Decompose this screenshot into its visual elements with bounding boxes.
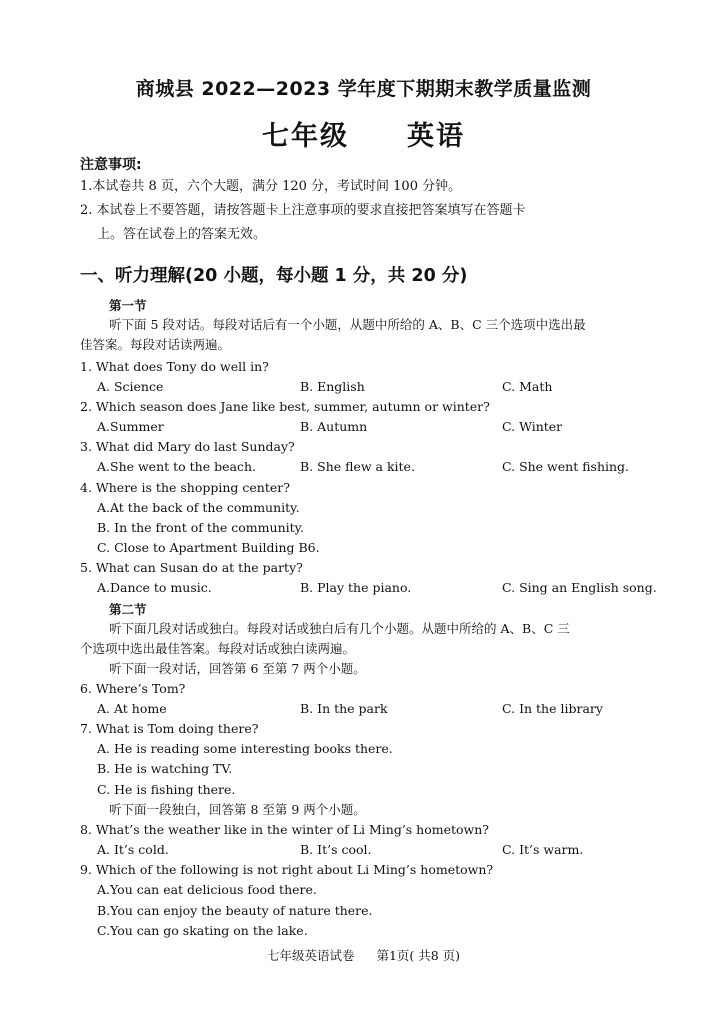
option-c: C. In the library (502, 701, 603, 716)
option-c: C. She went fishing. (502, 459, 630, 474)
option-a: A. Science (97, 379, 164, 394)
option-c: C. Close to Apartment Building B6. (97, 540, 320, 555)
option-a: A.She went to the beach. (97, 459, 256, 474)
sub-instruction: 听下面一段对话，回答第 6 至第 7 两个小题。 (109, 661, 366, 676)
option-a: A.At the back of the community. (97, 500, 300, 515)
instruction-text: 佳答案。每段对话读两遍。 (80, 337, 231, 352)
option-c: C. Winter (502, 419, 563, 434)
note-item: 2. 本试卷上不要答题，请按答题卡上注意事项的要求直接把答案填写在答题卡 (80, 203, 526, 218)
option-c: C. Sing an English song. (502, 580, 657, 595)
exam-title: 商城县 2022—2023 学年度下期期末教学质量监测 (135, 78, 592, 100)
subject-label: 英语 (407, 121, 465, 152)
instruction-text: 个选项中选出最佳答案。每段对话或独白读两遍。 (80, 641, 356, 656)
question-stem: 7. What is Tom doing there? (80, 721, 259, 736)
note-item: 1.本试卷共 8 页，六个大题，满分 120 分，考试时间 100 分钟。 (80, 179, 462, 194)
question-stem: 3. What did Mary do last Sunday? (80, 439, 295, 454)
option-a: A. He is reading some interesting books there. (97, 741, 393, 756)
notes-heading: 注意事项: (80, 157, 142, 173)
grade-label: 七年级 (262, 121, 349, 152)
footer-page-number: 第1页( 共8 页) (376, 948, 461, 963)
option-a: A. It’s cold. (97, 842, 169, 857)
option-b: B. English (300, 379, 365, 394)
note-item: 上。答在试卷上的答案无效。 (97, 227, 267, 242)
option-c: C.You can go skating on the lake. (97, 923, 308, 938)
question-stem: 5. What can Susan do at the party? (80, 560, 303, 575)
question-stem: 1. What does Tony do well in? (80, 359, 269, 374)
option-b: B. In the park (300, 701, 388, 716)
sub-instruction: 听下面一段独白，回答第 8 至第 9 两个小题。 (109, 802, 366, 817)
part-heading: 第二节 (109, 602, 147, 617)
question-stem: 2. Which season does Jane like best, summer, autumn or winter? (80, 399, 490, 414)
option-c: C. He is fishing there. (97, 782, 236, 797)
option-b: B. It’s cool. (300, 842, 372, 857)
exam-subtitle (0, 114, 727, 153)
question-stem: 4. Where is the shopping center? (80, 480, 290, 495)
question-stem: 8. What’s the weather like in the winter of Li Ming’s hometown? (80, 822, 490, 837)
instruction-text: 听下面 5 段对话。每段对话后有一个小题，从题中所给的 A、B、C 三个选项中选出最 (109, 317, 586, 332)
option-a: A. At home (97, 701, 167, 716)
option-a: A.Summer (97, 419, 164, 434)
instruction-text: 听下面几段对话或独白。每段对话或独白后有几个小题。从题中所给的 A、B、C 三 (109, 621, 570, 636)
option-a: A.Dance to music. (97, 580, 212, 595)
part-heading: 第一节 (109, 298, 147, 313)
option-c: C. It’s warm. (502, 842, 584, 857)
option-b: B. She flew a kite. (300, 459, 415, 474)
option-b: B. Autumn (300, 419, 368, 434)
option-b: B. He is watching TV. (97, 761, 233, 776)
page-footer (0, 946, 727, 964)
footer-paper-name: 七年级英语试卷 (266, 948, 355, 963)
question-stem: 6. Where’s Tom? (80, 681, 186, 696)
question-stem: 9. Which of the following is not right about Li Ming’s hometown? (80, 862, 494, 877)
section-heading: 一、听力理解(20 小题，每小题 1 分，共 20 分) (80, 266, 468, 286)
option-b: B. In the front of the community. (97, 520, 305, 535)
option-a: A.You can eat delicious food there. (97, 882, 317, 897)
option-b: B. Play the piano. (300, 580, 412, 595)
option-b: B.You can enjoy the beauty of nature there. (97, 903, 373, 918)
option-c: C. Math (502, 379, 553, 394)
